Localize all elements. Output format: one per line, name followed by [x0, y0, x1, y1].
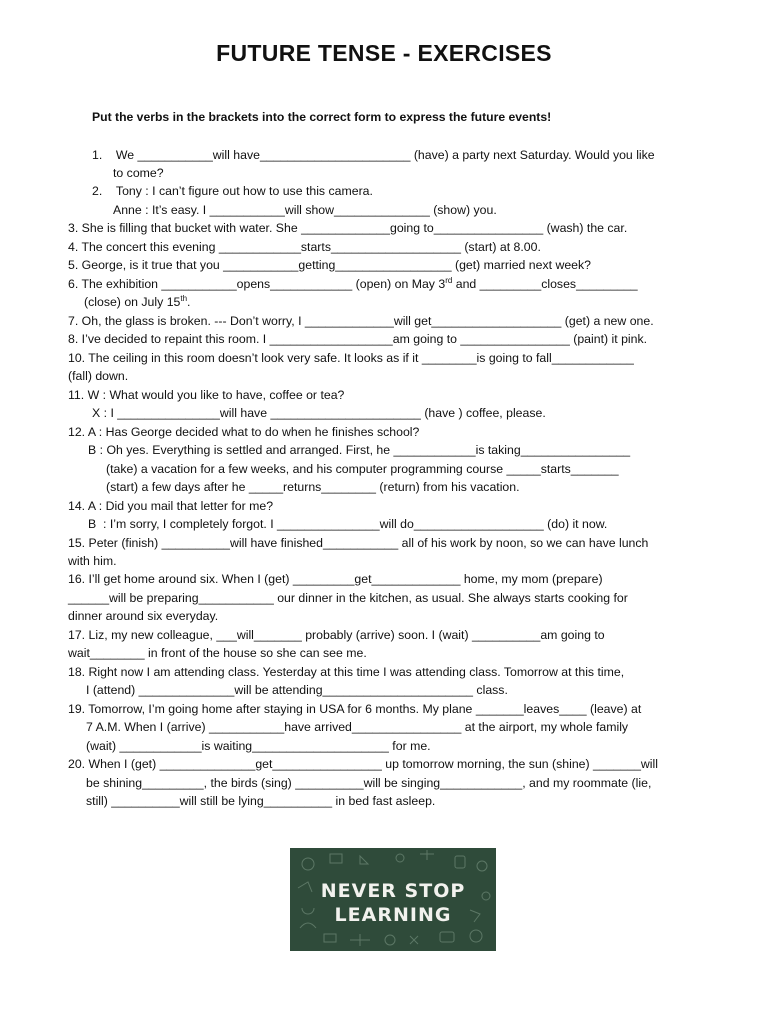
- never-stop-learning-lettering: [290, 848, 496, 951]
- exercise-line: 3. She is filling that bucket with water. She _____________going to________________ (wash) the car.: [68, 221, 628, 235]
- exercise-line: 17. Liz, my new colleague, ___will_______ probably (arrive) soon. I (wait) __________am going to: [68, 628, 605, 642]
- exercise-line: Anne : It’s easy. I ___________will show______________ (show) you.: [113, 203, 497, 217]
- line-text: (close) on July 15: [84, 295, 181, 309]
- exercise-line: 12. A : Has George decided what to do when he finishes school?: [68, 425, 420, 439]
- exercise-line: I (attend) ______________will be attending______________________ class.: [86, 683, 508, 697]
- svg-text:NEVER STOP: NEVER STOP: [320, 880, 466, 902]
- exercise-line: 15. Peter (finish) __________will have finished___________ all of his work by noon, so we can have lunch: [68, 536, 649, 550]
- exercise-line: (start) a few days after he _____returns________ (return) from his vacation.: [106, 480, 520, 494]
- never-stop-learning-logo: [290, 848, 496, 951]
- exercise-line: dinner around six everyday.: [68, 609, 219, 623]
- exercise-line: (fall) down.: [68, 369, 129, 383]
- svg-text:LEARNING: LEARNING: [334, 904, 452, 926]
- exercise-line: still) __________will still be lying__________ in bed fast asleep.: [86, 794, 436, 808]
- exercise-line: B : I’m sorry, I completely forgot. I _______________will do___________________ (do) it now.: [88, 517, 608, 531]
- exercise-line: wait________ in front of the house so she can see me.: [68, 646, 367, 660]
- line-text: 6. The exhibition ___________opens____________ (open) on May 3: [68, 277, 446, 291]
- exercise-line: 11. W : What would you like to have, coffee or tea?: [68, 388, 345, 402]
- exercise-line: with him.: [68, 554, 117, 568]
- exercise-line: 8. I’ve decided to repaint this room. I __________________am going to ________________ (paint) it pink.: [68, 332, 648, 346]
- exercise-line: 7 A.M. When I (arrive) ___________have arrived________________ at the airport, my whole family: [86, 720, 629, 734]
- exercise-line: (take) a vacation for a few weeks, and his computer programming course _____starts_______: [106, 462, 619, 476]
- exercise-line: 7. Oh, the glass is broken. --- Don’t worry, I _____________will get___________________ (get) a new one.: [68, 314, 654, 328]
- exercise-line: 19. Tomorrow, I’m going home after staying in USA for 6 months. My plane _______leaves____ (leave) at: [68, 702, 642, 716]
- page-title: FUTURE TENSE - EXERCISES: [216, 40, 552, 66]
- exercise-line: 20. When I (get) ______________get________________ up tomorrow morning, the sun (shine) _______will: [68, 757, 658, 771]
- exercise-line: B : Oh yes. Everything is settled and arranged. First, he ____________is taking________________: [88, 443, 631, 457]
- exercise-line: 5. George, is it true that you ___________getting_________________ (get) married next week?: [68, 258, 591, 272]
- exercise-line: 16. I’ll get home around six. When I (get) _________get_____________ home, my mom (prepare): [68, 572, 603, 586]
- exercise-line: to come?: [113, 166, 164, 180]
- exercise-line: 10. The ceiling in this room doesn’t look very safe. It looks as if it ________is going to fall____________: [68, 351, 634, 365]
- exercise-line: 2. Tony : I can’t figure out how to use this camera.: [92, 184, 373, 198]
- exercise-line: [68, 276, 638, 292]
- exercise-line: 18. Right now I am attending class. Yesterday at this time I was attending class. Tomorrow at this time,: [68, 665, 625, 679]
- exercise-line: 1. We ___________will have______________________ (have) a party next Saturday. Would you like: [92, 148, 655, 162]
- exercise-line: 14. A : Did you mail that letter for me?: [68, 499, 274, 513]
- ordinal-suffix: rd: [445, 275, 453, 285]
- exercise-line: (wait) ____________is waiting____________________ for me.: [86, 739, 431, 753]
- exercise-line: ______will be preparing___________ our dinner in the kitchen, as usual. She always starts cooking for: [68, 591, 628, 605]
- ordinal-suffix: th: [180, 293, 188, 303]
- line-text: and _________closes_________: [452, 277, 638, 291]
- instruction-text: Put the verbs in the brackets into the correct form to express the future events!: [92, 110, 552, 124]
- exercise-line: [84, 294, 190, 310]
- exercise-line: 4. The concert this evening ____________starts___________________ (start) at 8.00.: [68, 240, 541, 254]
- exercise-line: X : I _______________will have ______________________ (have ) coffee, please.: [92, 406, 546, 420]
- exercise-line: be shining_________, the birds (sing) __________will be singing____________, and my roommate (lie,: [86, 776, 652, 790]
- line-text: .: [187, 295, 191, 309]
